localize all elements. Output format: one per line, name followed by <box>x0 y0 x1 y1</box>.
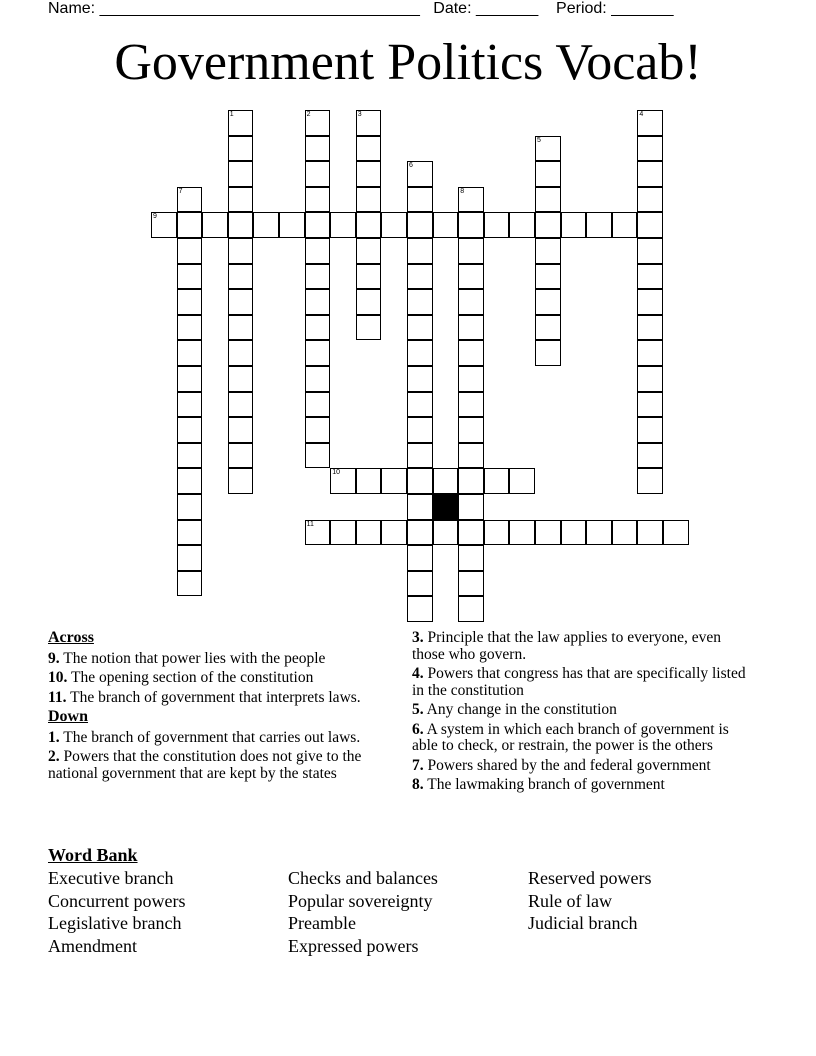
crossword-cell[interactable] <box>509 212 535 238</box>
crossword-cell[interactable] <box>484 468 510 494</box>
crossword-cell[interactable] <box>228 443 254 469</box>
clue-down-2 <box>48 749 398 782</box>
clue-number: 11. <box>48 688 67 706</box>
crossword-cell[interactable] <box>458 392 484 418</box>
clue-text: Principle that the law applies to everyone, even those who govern. <box>412 629 722 663</box>
word-bank-column-1 <box>48 867 185 958</box>
crossword-cell[interactable] <box>305 212 331 238</box>
crossword-cell[interactable] <box>458 417 484 443</box>
word-bank-item: Executive branch <box>48 868 174 888</box>
crossword-cell[interactable] <box>177 315 203 341</box>
clue-number: 8. <box>412 776 424 793</box>
crossword-cell[interactable] <box>637 366 663 392</box>
word-bank-item: Judicial branch <box>528 913 638 934</box>
clue-number: 6. <box>412 720 424 738</box>
clue-text: The notion that power lies with the people <box>63 649 326 667</box>
clue-across-11 <box>48 690 398 707</box>
clue-number: 1. <box>48 728 60 746</box>
crossword-cell[interactable] <box>458 596 484 622</box>
crossword-cell[interactable] <box>305 366 331 392</box>
clue-text: Any change in the constitution <box>426 701 617 718</box>
clue-number: 4. <box>412 665 424 682</box>
crossword-cell[interactable] <box>228 340 254 366</box>
crossword-cell[interactable] <box>177 340 203 366</box>
crossword-cell[interactable] <box>407 443 433 469</box>
crossword-cell[interactable] <box>228 136 254 162</box>
crossword-cell[interactable] <box>330 212 356 238</box>
across-heading: Across <box>48 629 94 646</box>
crossword-cell[interactable] <box>637 392 663 418</box>
crossword-cell[interactable] <box>637 110 663 136</box>
crossword-cell[interactable] <box>177 392 203 418</box>
name-label: Name: <box>48 0 96 17</box>
crossword-cell[interactable] <box>356 161 382 187</box>
crossword-cell[interactable] <box>458 520 484 546</box>
crossword-cell[interactable] <box>586 520 612 546</box>
crossword-cell[interactable] <box>330 468 356 494</box>
crossword-cell[interactable] <box>663 520 689 546</box>
crossword-cell[interactable] <box>509 520 535 546</box>
crossword-cell[interactable] <box>407 315 433 341</box>
crossword-cell[interactable] <box>407 468 433 494</box>
crossword-cell[interactable] <box>228 110 254 136</box>
crossword-cell[interactable] <box>356 289 382 315</box>
clue-number: 7. <box>412 756 424 774</box>
crossword-cell[interactable] <box>458 571 484 597</box>
clue-number: 3. <box>412 629 424 646</box>
crossword-cell[interactable] <box>177 289 203 315</box>
crossword-cell[interactable] <box>407 187 433 213</box>
clue-number: 2. <box>48 748 60 765</box>
crossword-cell[interactable] <box>637 468 663 494</box>
crossword-cell[interactable] <box>305 520 331 546</box>
crossword-cell[interactable] <box>279 212 305 238</box>
crossword-cell[interactable] <box>561 212 587 238</box>
crossword-cell[interactable] <box>228 212 254 238</box>
clue-text: The lawmaking branch of government <box>427 776 665 793</box>
clues-left-column <box>48 630 398 785</box>
clue-text: Powers shared by the and federal government <box>427 756 711 774</box>
crossword-cell[interactable] <box>637 212 663 238</box>
crossword-cell[interactable] <box>458 289 484 315</box>
crossword-cell[interactable] <box>228 315 254 341</box>
date-label: Date: <box>433 0 472 17</box>
crossword-cell[interactable] <box>458 468 484 494</box>
crossword-cell[interactable] <box>535 187 561 213</box>
crossword-cell[interactable] <box>305 110 331 136</box>
crossword-cell[interactable] <box>381 468 407 494</box>
crossword-cell[interactable] <box>305 315 331 341</box>
crossword-cell[interactable] <box>407 571 433 597</box>
crossword-cell[interactable] <box>228 366 254 392</box>
crossword-cell[interactable] <box>381 520 407 546</box>
clue-across-9 <box>48 651 398 668</box>
crossword-cell[interactable] <box>228 392 254 418</box>
crossword-cell[interactable] <box>305 392 331 418</box>
crossword-cell[interactable] <box>177 366 203 392</box>
crossword-cell[interactable] <box>305 340 331 366</box>
word-bank-item: Reserved powers <box>528 868 652 888</box>
word-bank-title: Word Bank <box>48 845 138 865</box>
crossword-cell[interactable] <box>407 545 433 571</box>
crossword-cell[interactable] <box>177 494 203 520</box>
crossword-cell[interactable] <box>535 520 561 546</box>
crossword-cell[interactable] <box>177 264 203 290</box>
clue-number-label: 6 <box>409 162 413 170</box>
crossword-cell[interactable] <box>407 417 433 443</box>
clue-text: The branch of government that carries out laws. <box>63 728 361 746</box>
crossword-cell[interactable] <box>356 187 382 213</box>
crossword-cell[interactable] <box>202 212 228 238</box>
word-bank-item: Popular sovereignty <box>288 890 433 911</box>
crossword-cell[interactable] <box>330 520 356 546</box>
crossword-cell[interactable] <box>177 212 203 238</box>
word-bank-item: Concurrent powers <box>48 890 186 911</box>
crossword-cell[interactable] <box>509 468 535 494</box>
clue-down-7 <box>412 758 757 775</box>
crossword-cell[interactable] <box>407 238 433 264</box>
crossword-cell[interactable] <box>356 468 382 494</box>
word-bank-column-3 <box>528 867 651 935</box>
crossword-cell[interactable] <box>612 212 638 238</box>
crossword-cell[interactable] <box>305 187 331 213</box>
crossword-cell[interactable] <box>535 315 561 341</box>
clue-number-label: 5 <box>537 136 541 144</box>
clue-number-label: 7 <box>178 187 183 195</box>
clues-right-column <box>412 630 757 797</box>
clue-down-4 <box>412 666 757 699</box>
crossword-cell[interactable] <box>228 187 254 213</box>
crossword-cell[interactable] <box>535 161 561 187</box>
word-bank-item: Preamble <box>288 913 356 934</box>
crossword-cell[interactable] <box>458 212 484 238</box>
crossword-cell[interactable] <box>586 212 612 238</box>
clue-down-1 <box>48 730 398 747</box>
clue-text: The branch of government that interprets laws. <box>70 688 361 706</box>
clue-number-label: 8 <box>460 187 465 195</box>
crossword-cell[interactable] <box>458 187 484 213</box>
crossword-cell[interactable] <box>305 238 331 264</box>
crossword-cell[interactable] <box>407 494 433 520</box>
crossword-cell[interactable] <box>356 136 382 162</box>
crossword-cell[interactable] <box>637 417 663 443</box>
clue-number: 10. <box>48 669 68 686</box>
crossword-cell[interactable] <box>458 264 484 290</box>
crossword-cell[interactable] <box>458 315 484 341</box>
word-bank-column-2 <box>288 867 438 958</box>
crossword-cell[interactable] <box>458 340 484 366</box>
crossword-cell[interactable] <box>228 417 254 443</box>
crossword-cell[interactable] <box>407 161 433 187</box>
word-bank-item: Rule of law <box>528 890 612 911</box>
clue-number: 9. <box>48 649 60 667</box>
crossword-cell[interactable] <box>561 520 587 546</box>
crossword-cell[interactable] <box>305 161 331 187</box>
clue-number-label: 11 <box>306 520 314 528</box>
clue-text: Powers that the constitution does not give to the national government that are kept by the states <box>48 748 362 782</box>
crossword-cell[interactable] <box>151 212 177 238</box>
clue-down-6 <box>412 722 757 755</box>
crossword-cell[interactable] <box>407 520 433 546</box>
word-bank-item: Legislative branch <box>48 913 182 934</box>
crossword-cell[interactable] <box>637 340 663 366</box>
crossword-cell[interactable] <box>381 212 407 238</box>
clue-number-label: 2 <box>306 111 311 118</box>
word-bank-item: Checks and balances <box>288 868 438 888</box>
crossword-cell[interactable] <box>356 110 382 136</box>
crossword-cell[interactable] <box>637 315 663 341</box>
crossword-cell[interactable] <box>637 520 663 546</box>
period-blank[interactable]: _______ <box>611 0 674 17</box>
crossword-cell[interactable] <box>177 468 203 494</box>
crossword-cell[interactable] <box>177 238 203 264</box>
clue-number-label: 9 <box>153 213 157 221</box>
crossword-cell[interactable] <box>228 161 254 187</box>
clue-text: Powers that congress has that are specifically listed in the constitution <box>412 665 746 699</box>
name-blank[interactable]: ____________________________________ <box>99 0 420 17</box>
crossword-cell[interactable] <box>356 238 382 264</box>
clue-text: The opening section of the constitution <box>70 669 314 686</box>
crossword-cell[interactable] <box>637 289 663 315</box>
crossword-cell[interactable] <box>356 264 382 290</box>
date-blank[interactable]: _______ <box>475 0 539 17</box>
crossword-cell[interactable] <box>356 315 382 341</box>
crossword-cell[interactable] <box>253 212 279 238</box>
crossword-cell[interactable] <box>535 289 561 315</box>
crossword-cell[interactable] <box>305 264 331 290</box>
crossword-cell[interactable] <box>637 136 663 162</box>
crossword-cell[interactable] <box>407 392 433 418</box>
header-fields <box>48 0 674 18</box>
crossword-cell[interactable] <box>407 340 433 366</box>
page-title: Government Politics Vocab! <box>114 34 702 91</box>
crossword-cell[interactable] <box>305 289 331 315</box>
crossword-cell[interactable] <box>228 264 254 290</box>
crossword-cell[interactable] <box>407 366 433 392</box>
crossword-cell[interactable] <box>484 212 510 238</box>
word-bank-item: Amendment <box>48 936 137 957</box>
crossword-cell[interactable] <box>356 520 382 546</box>
crossword-cell[interactable] <box>458 545 484 571</box>
crossword-block <box>433 494 459 520</box>
crossword-cell[interactable] <box>177 187 203 213</box>
crossword-cell[interactable] <box>228 238 254 264</box>
crossword-cell[interactable] <box>458 238 484 264</box>
crossword-cell[interactable] <box>484 520 510 546</box>
clue-down-3 <box>412 630 757 663</box>
crossword-cell[interactable] <box>177 545 203 571</box>
crossword-cell[interactable] <box>433 212 459 238</box>
crossword-cell[interactable] <box>177 571 203 597</box>
crossword-cell[interactable] <box>407 212 433 238</box>
crossword-cell[interactable] <box>177 520 203 546</box>
clue-number-label: 10 <box>332 469 340 477</box>
crossword-cell[interactable] <box>535 238 561 264</box>
crossword-cell[interactable] <box>637 264 663 290</box>
crossword-cell[interactable] <box>433 520 459 546</box>
crossword-cell[interactable] <box>305 443 331 469</box>
clue-number: 5. <box>412 701 424 718</box>
clue-down-8 <box>412 777 757 794</box>
period-label: Period: <box>556 0 607 17</box>
crossword-cell[interactable] <box>228 289 254 315</box>
crossword-cell[interactable] <box>458 366 484 392</box>
clue-number-label: 3 <box>357 111 362 118</box>
crossword-cell[interactable] <box>407 289 433 315</box>
crossword-cell[interactable] <box>637 443 663 469</box>
clue-text: A system in which each branch of government is able to check, or restrain, the power is the others <box>412 720 729 754</box>
crossword-cell[interactable] <box>458 443 484 469</box>
word-bank-item: Expressed powers <box>288 936 419 957</box>
crossword-cell[interactable] <box>407 264 433 290</box>
clue-number-label: 1 <box>229 111 234 118</box>
crossword-cell[interactable] <box>356 212 382 238</box>
crossword-cell[interactable] <box>407 596 433 622</box>
crossword-cell[interactable] <box>458 494 484 520</box>
crossword-cell[interactable] <box>535 340 561 366</box>
crossword-cell[interactable] <box>228 468 254 494</box>
crossword-cell[interactable] <box>177 417 203 443</box>
crossword-cell[interactable] <box>637 238 663 264</box>
crossword-cell[interactable] <box>177 443 203 469</box>
crossword-cell[interactable] <box>612 520 638 546</box>
clue-across-10 <box>48 670 398 687</box>
clue-number-label: 4 <box>639 111 644 118</box>
crossword-cell[interactable] <box>535 264 561 290</box>
crossword-cell[interactable] <box>637 187 663 213</box>
crossword-cell[interactable] <box>535 136 561 162</box>
down-heading: Down <box>48 708 89 725</box>
clue-down-5 <box>412 702 757 719</box>
crossword-cell[interactable] <box>535 212 561 238</box>
crossword-cell[interactable] <box>433 468 459 494</box>
crossword-cell[interactable] <box>305 136 331 162</box>
crossword-cell[interactable] <box>637 161 663 187</box>
crossword-cell[interactable] <box>305 417 331 443</box>
